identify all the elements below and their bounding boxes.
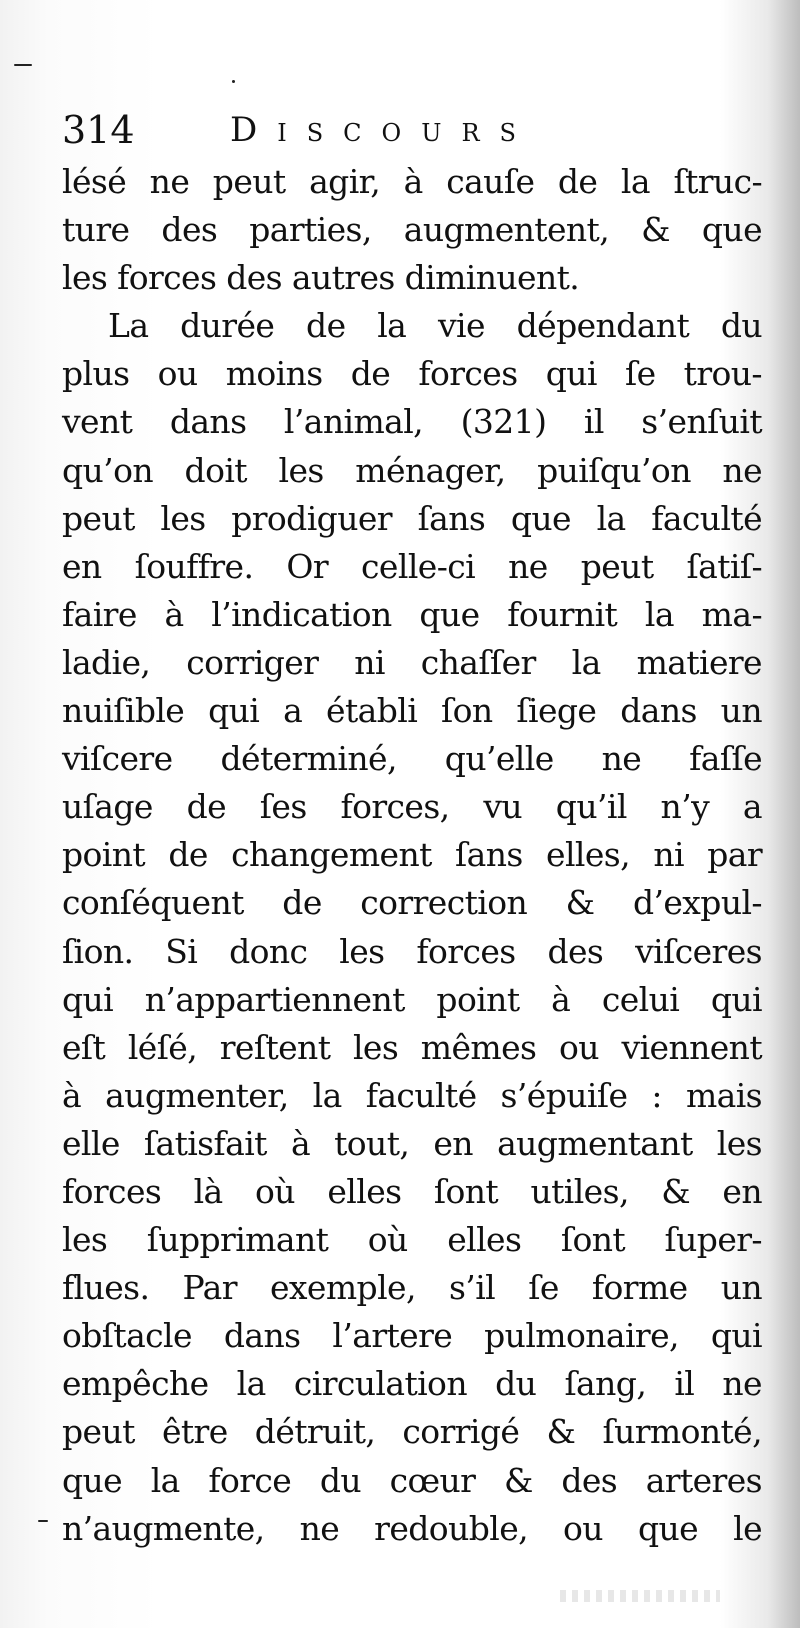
text-line: n’augmente, ne redouble, ou que le (62, 1508, 762, 1548)
text-line: les ſupprimant où elles ſont ſuper- (62, 1220, 762, 1260)
text-line: faire à l’indication que fournit la ma- (62, 594, 762, 634)
text-line: point de changement ſans elles, ni par (62, 835, 762, 875)
text-line: les forces des autres diminuent. (62, 258, 580, 298)
text-line: eſt léſé, reſtent les mêmes ou viennent (62, 1027, 762, 1067)
text-line: à augmenter, la faculté s’épuiſe : mais (62, 1075, 762, 1115)
text-line: en ſouffre. Or celle-ci ne peut ſatiſ- (62, 546, 762, 586)
text-line: peut être détruit, corrigé & ſurmonté, (62, 1412, 762, 1452)
bleed-through-mark (560, 1590, 720, 1602)
text-line: ſion. Si donc les forces des viſceres (62, 931, 762, 971)
text-line: lésé ne peut agir, à cauſe de la ſtruc- (62, 162, 762, 201)
text-line: ture des parties, augmentent, & que (62, 210, 762, 250)
text-line: viſcere déterminé, qu’elle ne faſſe (62, 739, 762, 779)
ink-speck (14, 64, 32, 66)
text-line: elle ſatisfait à tout, en augmentant les (62, 1123, 762, 1163)
text-line: vent dans l’animal, (321) il s’enſuit (62, 402, 762, 442)
text-line: conſéquent de correction & d’expul- (62, 883, 762, 923)
running-head: Discours (230, 110, 536, 150)
text-line: qu’on doit les ménager, puiſqu’on ne (62, 450, 762, 490)
text-line: qui n’appartiennent point à celui qui (62, 979, 762, 1019)
text-line: ladie, corriger ni chaſſer la matiere (62, 642, 762, 682)
ink-speck (38, 1520, 48, 1522)
text-line: nuiſible qui a établi ſon ſiege dans un (62, 691, 762, 731)
page-header (62, 104, 762, 156)
text-line: plus ou moins de forces qui ſe trou- (62, 354, 762, 394)
text-line: peut les prodiguer ſans que la faculté (62, 498, 762, 538)
body-text (62, 158, 762, 1553)
text-line: La durée de la vie dépendant du (108, 306, 762, 346)
text-line: flues. Par exemple, s’il ſe forme un (62, 1268, 762, 1308)
ink-speck (232, 80, 235, 83)
text-line: que la force du cœur & des arteres (62, 1460, 762, 1500)
text-line: uſage de ſes forces, vu qu’il n’y a (62, 787, 762, 827)
text-line: empêche la circulation du ſang, il ne (62, 1364, 762, 1404)
text-line: forces là où elles ſont utiles, & en (62, 1171, 762, 1211)
page-number: 314 (62, 108, 135, 152)
text-line: obſtacle dans l’artere pulmonaire, qui (62, 1316, 762, 1356)
